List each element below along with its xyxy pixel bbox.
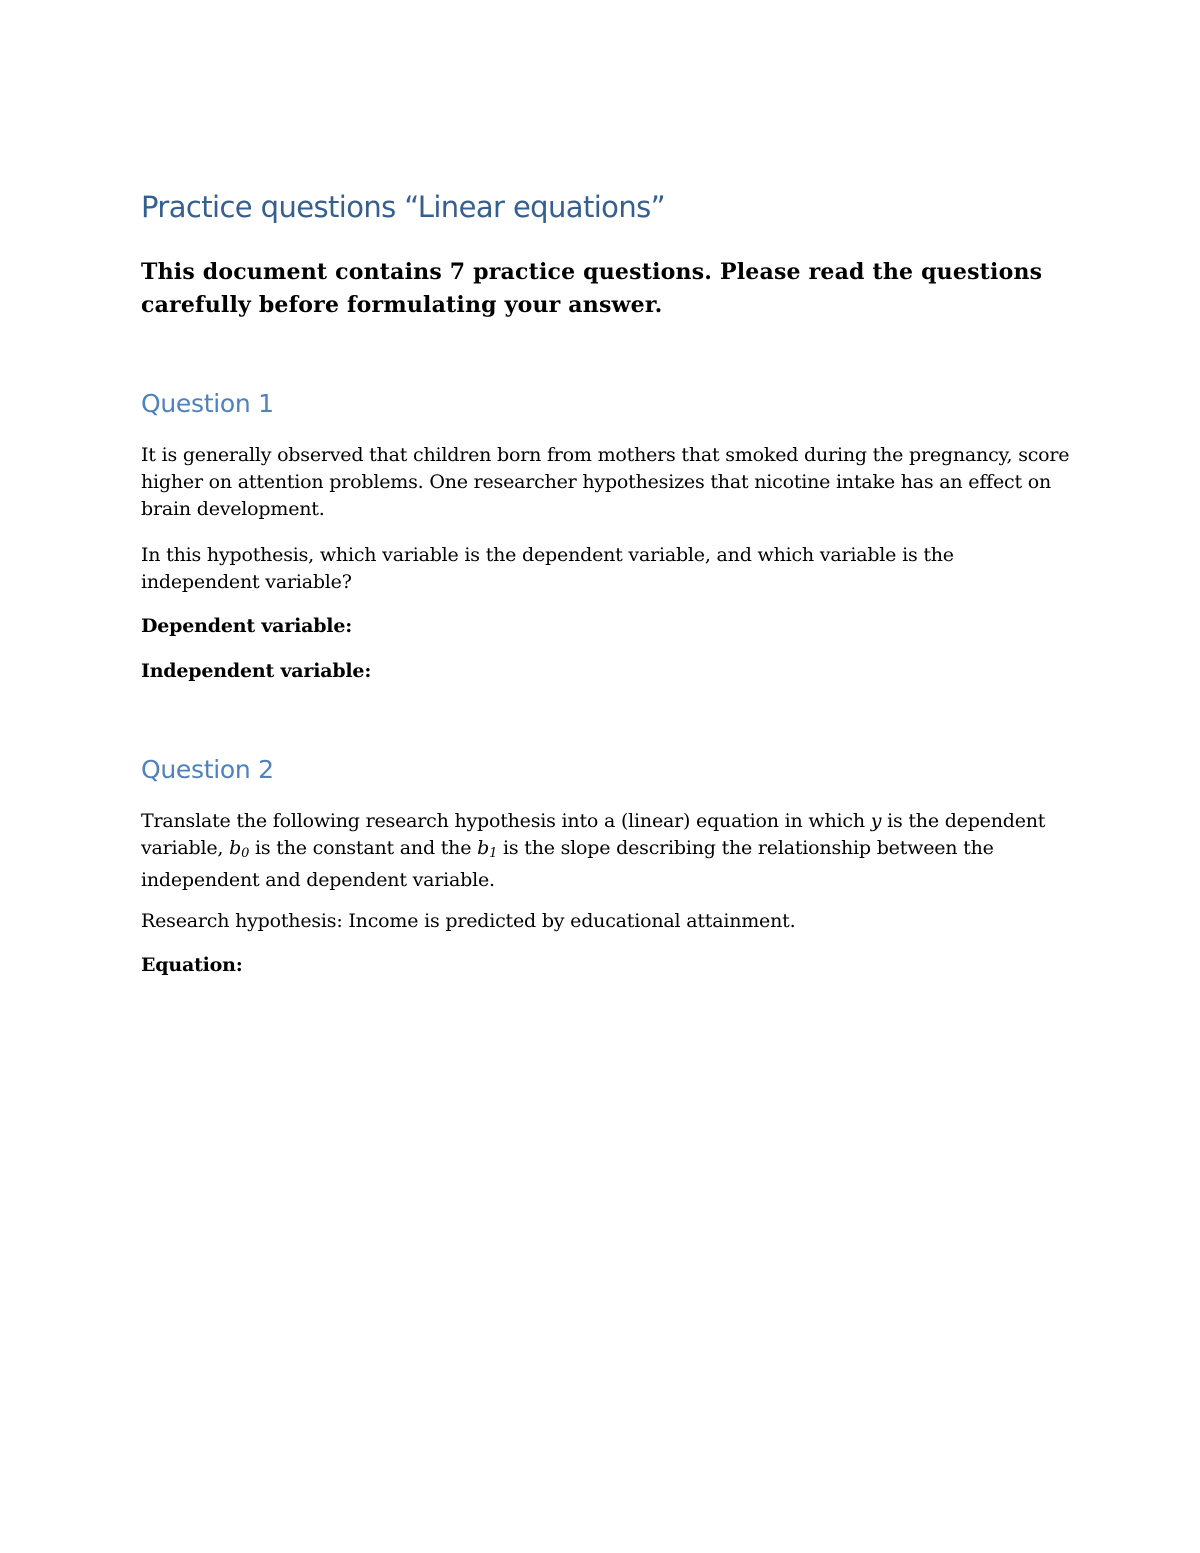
dependent-variable-label: Dependent variable: bbox=[141, 615, 353, 637]
variable-b0: b bbox=[229, 837, 242, 859]
question-1-paragraph-1: It is generally observed that children born from mothers that smoked during the pregnancy, score higher on attention problems. One researcher hypothesizes that nicotine intake has an effect on brain development. bbox=[141, 444, 1070, 520]
instruction-text-4: is the slope describing the relationship between the independent and dependent variable. bbox=[141, 837, 994, 891]
question-1-paragraph-2: In this hypothesis, which variable is the dependent variable, and which variable is the independent variable? bbox=[141, 544, 954, 593]
independent-variable-label: Independent variable: bbox=[141, 660, 372, 682]
variable-b0-subscript: 0 bbox=[241, 846, 250, 861]
instruction-text-2: is the dependent variable, bbox=[141, 810, 1046, 859]
intro-text: This document contains 7 practice questions. Please read the questions carefully before formulating your answer. bbox=[141, 259, 1043, 318]
document-title: Practice questions “Linear equations” bbox=[141, 190, 666, 224]
variable-b1: b bbox=[477, 837, 490, 859]
equation-label: Equation: bbox=[141, 954, 243, 976]
variable-y: y bbox=[870, 810, 882, 832]
instruction-text-1: Translate the following research hypothesis into a (linear) equation in which bbox=[141, 810, 871, 832]
instruction-text-3: is the constant and the bbox=[249, 837, 478, 859]
question-2-heading: Question 2 bbox=[141, 755, 274, 784]
question-2-instruction bbox=[141, 808, 1076, 894]
question-1-heading: Question 1 bbox=[141, 389, 274, 418]
variable-b1-subscript: 1 bbox=[489, 846, 498, 861]
research-hypothesis: Research hypothesis: Income is predicted by educational attainment. bbox=[141, 910, 796, 932]
